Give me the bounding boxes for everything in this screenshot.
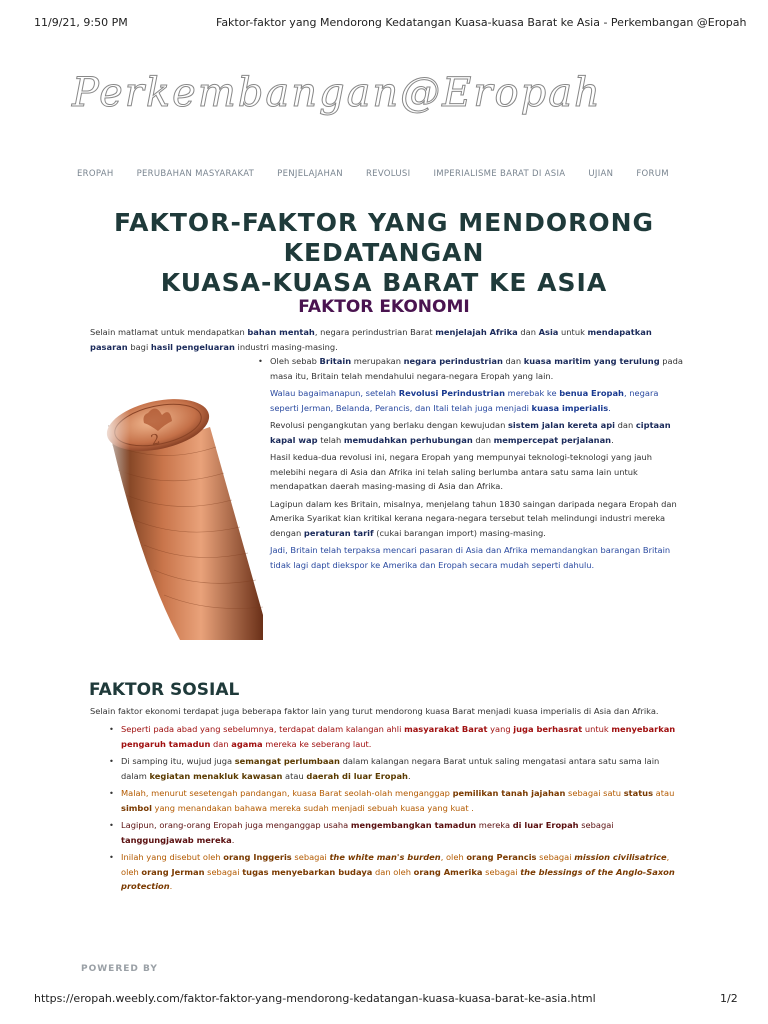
sosial-item-4: • Lagipun, orang-orang Eropah juga menganggap usaha mengembangkan tamadun mereka di luar Eropah sebagai tanggungjawab mereka. <box>107 818 679 847</box>
nav-item-perubahan-masyarakat[interactable]: PERUBAHAN MASYARAKAT <box>136 169 255 179</box>
ekonomi-point-2: Walau bagaimanapun, setelah Revolusi Perindustrian merebak ke benua Eropah, negara seperti Jerman, Belanda, Perancis, dan Itali telah juga menjadi kuasa imperialis. <box>270 388 659 413</box>
page-title-line2: KUASA-KUASA BARAT KE ASIA <box>160 268 608 297</box>
sosial-list <box>107 722 679 894</box>
ekonomi-intro: Selain matlamat untuk mendapatkan bahan mentah, negara perindustrian Barat menjelajah Afrika dan Asia untuk mendapatkan pasaran bagi hasil pengeluaran industri masing-masing. <box>90 327 652 352</box>
print-page-number: 1/2 <box>720 992 738 1005</box>
site-logo[interactable]: Perkembangan@Eropah <box>72 70 602 116</box>
sosial-item-3: • Malah, menurut sesetengah pandangan, kuasa Barat seolah-olah menganggap pemilikan tanah jajahan sebagai satu status atau simbol yang menandakan bahawa mereka sudah menjadi sebuah kuasa yang kuat . <box>107 786 679 815</box>
nav-item-forum[interactable]: FORUM <box>636 169 669 179</box>
ekonomi-point-3: Revolusi pengangkutan yang berlaku dengan kewujudan sistem jalan kereta api dan ciptaan kapal wap telah memudahkan perhubungan dan mempercepat perjalanan. <box>270 420 671 445</box>
sosial-intro: Selain faktor ekonomi terdapat juga beberapa faktor lain yang turut mendorong kuasa Barat menjadi kuasa imperialis di Asia dan Afrika. <box>90 706 659 716</box>
print-header-title: Faktor-faktor yang Mendorong Kedatangan Kuasa-kuasa Barat ke Asia - Perkembangan @Eropah <box>216 16 747 29</box>
page-title <box>60 208 708 298</box>
heading-ekonomi: FAKTOR EKONOMI <box>298 297 470 317</box>
ekonomi-point-5: Lagipun dalam kes Britain, misalnya, menjelang tahun 1830 saingan daripada negara Eropah dan Amerika Syarikat kian kritikal kerana negara-negara tersebut telah melindungi industri mereka dengan peraturan tarif (cukai barangan import) masing-masing. <box>270 498 677 538</box>
nav-item-penjelajahan[interactable]: PENJELAJAHAN <box>277 169 343 179</box>
coin-stack-image <box>100 385 263 640</box>
page-title-line1: FAKTOR-FAKTOR YANG MENDORONG KEDATANGAN <box>113 208 655 267</box>
ekonomi-point-1: • Oleh sebab Britain merupakan negara perindustrian dan kuasa maritim yang terulung pada masa itu, Britain telah mendahului negara-negara Eropah yang lain. <box>258 356 683 381</box>
ekonomi-points <box>258 354 683 572</box>
sosial-item-5: • Inilah yang disebut oleh orang Inggeris sebagai the white man's burden, oleh orang Perancis sebagai mission civilisatrice, oleh orang Jerman sebagai tugas menyebarkan budaya dan oleh orang Amerika sebagai the blessings of the Anglo-Saxon protection. <box>107 850 679 894</box>
nav-item-imperialisme[interactable]: IMPERIALISME BARAT DI ASIA <box>433 169 566 179</box>
nav-item-eropah[interactable]: EROPAH <box>77 169 114 179</box>
nav-item-revolusi[interactable]: REVOLUSI <box>365 169 411 179</box>
nav-item-ujian[interactable]: UJIAN <box>588 169 614 179</box>
print-datetime: 11/9/21, 9:50 PM <box>34 16 128 29</box>
ekonomi-point-4: Hasil kedua-dua revolusi ini, negara Eropah yang mempunyai teknologi-teknologi yang jauh melebihi negara di Asia dan Afrika ini telah saling berlumba antara satu sama lain untuk mendapatkan daerah masing-masing di Asia dan Afrika. <box>270 452 653 491</box>
powered-by[interactable]: POWERED BY <box>81 964 158 974</box>
main-nav <box>77 169 692 179</box>
sosial-item-2: • Di samping itu, wujud juga semangat perlumbaan dalam kalangan negara Barat untuk saling mengatasi antara satu sama lain dalam kegiatan menakluk kawasan atau daerah di luar Eropah. <box>107 754 679 783</box>
heading-sosial: FAKTOR SOSIAL <box>89 680 240 700</box>
ekonomi-point-6: Jadi, Britain telah terpaksa mencari pasaran di Asia dan Afrika memandangkan barangan Britain tidak lagi dapt diekspor ke Amerika dan Eropah secara mudah seperti dahulu. <box>270 545 671 570</box>
sosial-item-1: • Seperti pada abad yang sebelumnya, terdapat dalam kalangan ahli masyarakat Barat yang juga berhasrat untuk menyebarkan pengaruh tamadun dan agama mereka ke seberang laut. <box>107 722 679 751</box>
print-url: https://eropah.weebly.com/faktor-faktor-yang-mendorong-kedatangan-kuasa-kuasa-barat-ke-asia.html <box>34 992 596 1005</box>
